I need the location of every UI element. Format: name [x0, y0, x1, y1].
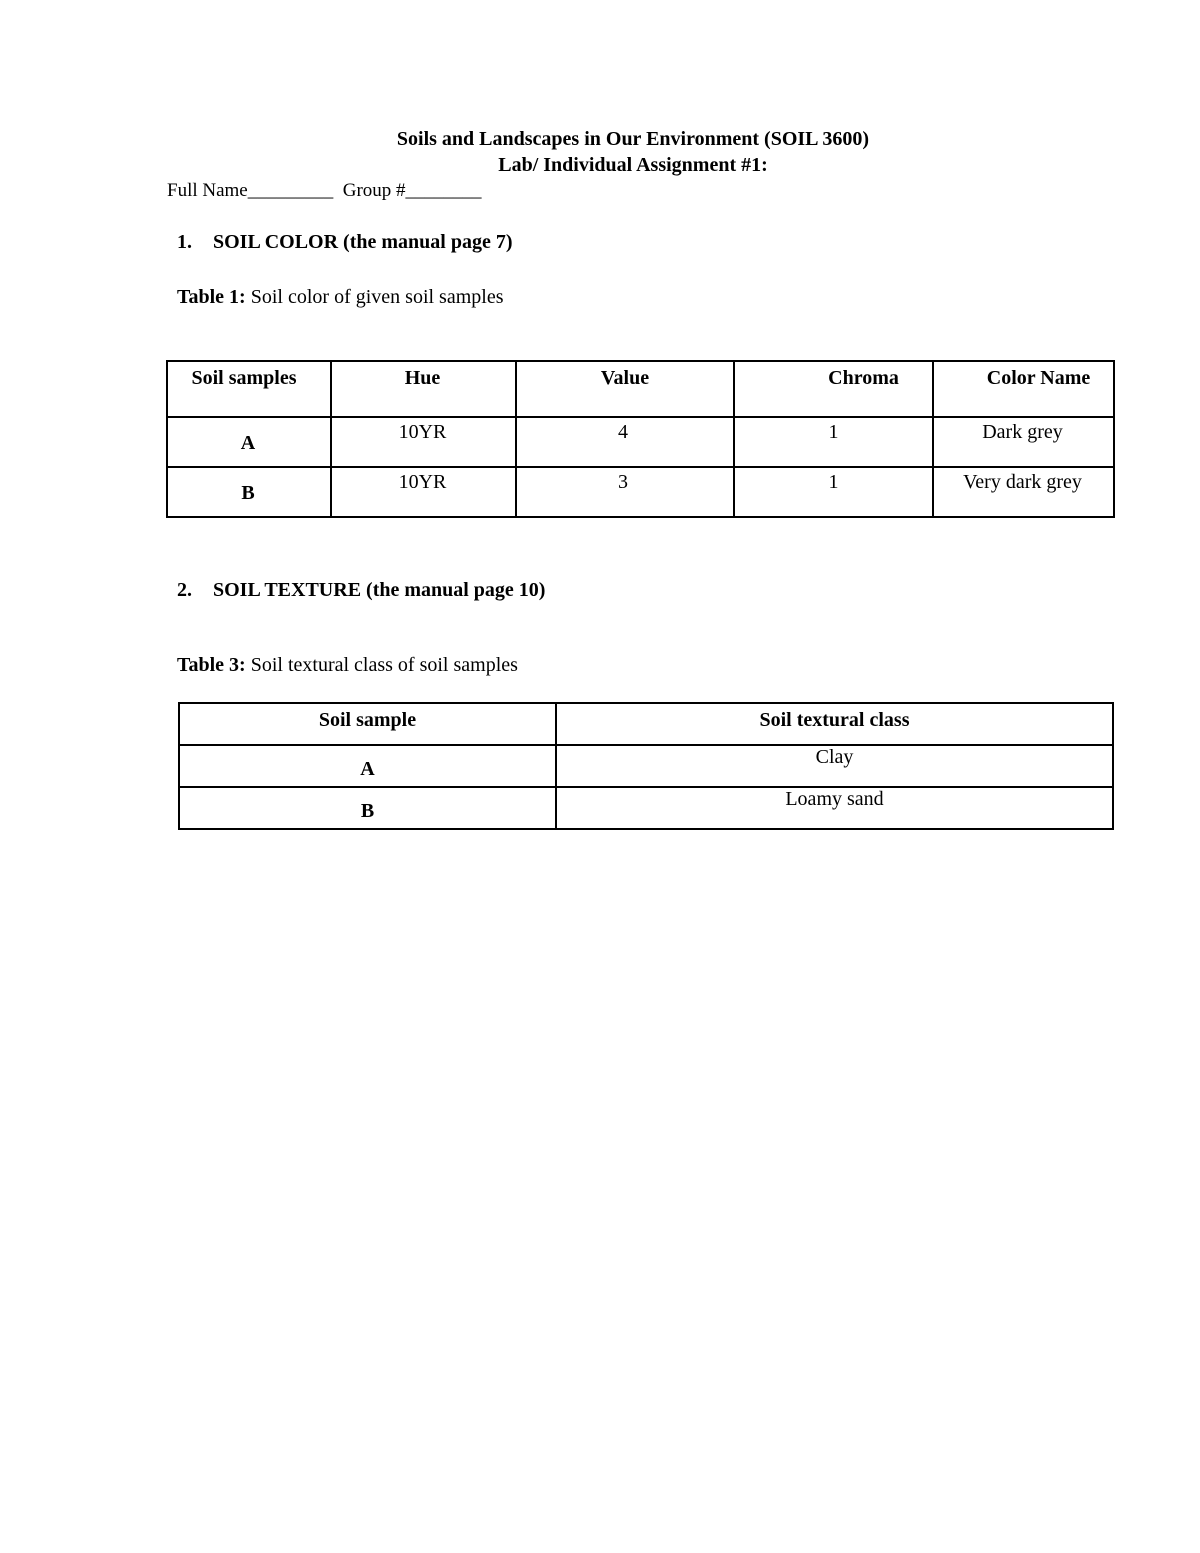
- table-cell: 1: [734, 417, 933, 467]
- section-title: SOIL COLOR (the manual page 7): [213, 231, 513, 253]
- table-cell: Dark grey: [933, 417, 1114, 467]
- section-soil-texture-heading: [177, 577, 545, 603]
- section-soil-color-heading: [177, 229, 512, 255]
- table1-caption: [177, 284, 504, 310]
- caption-text: Soil color of given soil samples: [245, 286, 504, 308]
- column-header: Color Name: [933, 361, 1114, 417]
- caption-text: Soil textural class of soil samples: [245, 654, 518, 676]
- table-cell: B: [179, 787, 556, 829]
- table-cell: Clay: [556, 745, 1113, 787]
- table-cell: 10YR: [331, 417, 516, 467]
- table-cell: Very dark grey: [933, 467, 1114, 517]
- assignment-title: Lab/ Individual Assignment #1:: [498, 154, 768, 176]
- column-header: Soil samples: [167, 361, 331, 417]
- table-row: [179, 787, 1113, 829]
- document-title: Soils and Landscapes in Our Environment (SOIL 3600): [396, 128, 870, 150]
- table-cell: B: [167, 467, 331, 517]
- section-number: 1.: [177, 231, 192, 253]
- table-header-row: [167, 361, 1114, 417]
- soil-texture-table: [178, 702, 1114, 830]
- column-header: Soil textural class: [556, 703, 1113, 745]
- column-header: Chroma: [734, 361, 933, 417]
- table-row: [167, 467, 1114, 517]
- table-row: [167, 417, 1114, 467]
- table-cell: A: [167, 417, 331, 467]
- table-cell: 1: [734, 467, 933, 517]
- name-group-line: Full Name_________ Group #________: [167, 180, 482, 201]
- table3-caption: [177, 652, 518, 678]
- section-title: SOIL TEXTURE (the manual page 10): [213, 579, 546, 601]
- table-cell: Loamy sand: [556, 787, 1113, 829]
- table-header-row: [179, 703, 1113, 745]
- table-cell: A: [179, 745, 556, 787]
- column-header: Soil sample: [179, 703, 556, 745]
- table-cell: 10YR: [331, 467, 516, 517]
- section-number: 2.: [177, 579, 192, 601]
- table-cell: 4: [516, 417, 734, 467]
- caption-label: Table 1:: [177, 286, 246, 308]
- caption-label: Table 3:: [177, 654, 246, 676]
- table-cell: 3: [516, 467, 734, 517]
- table-row: [179, 745, 1113, 787]
- soil-color-table: [166, 360, 1115, 518]
- column-header: Hue: [331, 361, 516, 417]
- column-header: Value: [516, 361, 734, 417]
